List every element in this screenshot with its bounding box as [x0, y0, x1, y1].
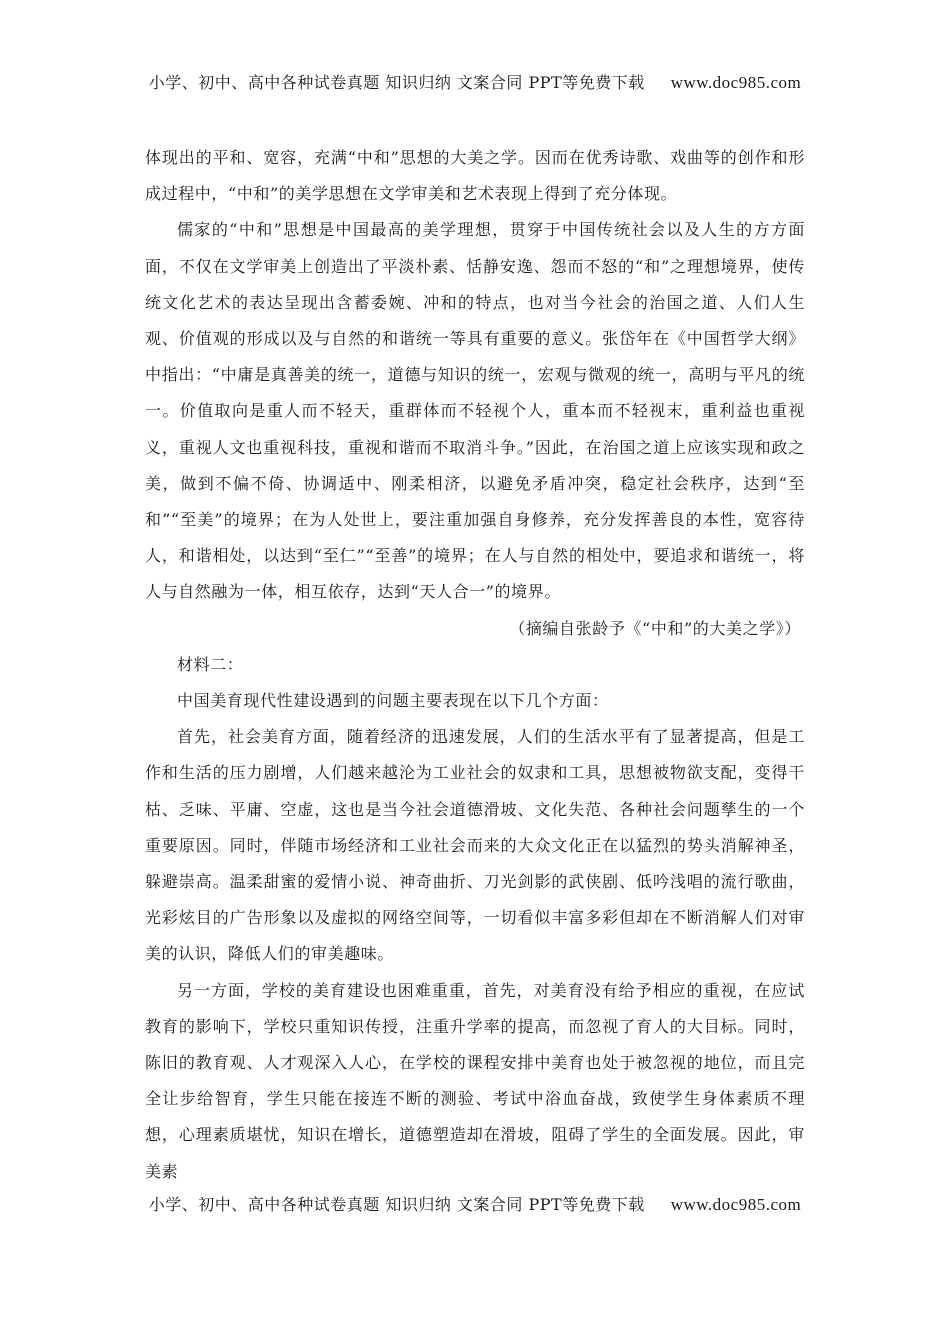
footer-url[interactable]: www.doc985.com: [670, 1195, 802, 1214]
paragraph-continuation: 体现出的平和、宽容，充满“中和”思想的大美之学。因而在优秀诗歌、戏曲等的创作和形成过程中，“中和”的美学思想在文学审美和艺术表现上得到了充分体现。: [145, 148, 805, 204]
header-url[interactable]: www.doc985.com: [670, 73, 802, 92]
header-text: 小学、初中、高中各种试卷真题 知识归纳 文案合同 PPT等免费下载: [148, 73, 645, 92]
paragraph-social-aesthetics: 首先，社会美育方面，随着经济的迅速发展，人们的生活水平有了显著提高，但是工作和生活的压力剧增，人们越来越沦为工业社会的奴隶和工具，思想被物欲支配，变得干枯、乏味、平庸、空虚，这也是当今社会道德滑坡、文化失范、各种社会问题孳生的一个重要原因。同时，伴随市场经济和工业社会而来的大众文化正在以猛烈的势头消解神圣，躲避崇高。温柔甜蜜的爱情小说、神奇曲折、刀光剑影的武侠剧、低吟浅唱的流行歌曲，光彩炫目的广告形象以及虚拟的网络空间等，一切看似丰富多彩但却在不断消解人们对审美的认识，降低人们的审美趣味。: [145, 727, 805, 964]
page-header: [0, 70, 950, 93]
source-citation: （摘编自张龄予《“中和”的大美之学》）: [509, 618, 801, 638]
paragraph-zhonghe: 儒家的“中和”思想是中国最高的美学理想，贯穿于中国传统社会以及人生的方方面面，不仅在文学审美上创造出了平淡朴素、恬静安逸、怨而不怒的“和”之理想境界，使传统文化艺术的表达呈现出含蓄委婉、冲和的特点，也对当今社会的治国之道、人们人生观、价值观的形成以及与自然的和谐统一等具有重要的意义。张岱年在《中国哲学大纲》中指出：“中庸是真善美的统一，道德与知识的统一，宏观与微观的统一，高明与平凡的统一。价值取向是重人而不轻天，重群体而不轻视个人，重本而不轻视末，重利益也重视义，重视人文也重视科技，重视和谐而不取消斗争。”因此，在治国之道上应该实现和政之美，做到不偏不倚、协调适中、刚柔相济，以避免矛盾冲突，稳定社会秩序，达到“至和”“至美”的境界；在为人处世上，要注重加强自身修养，充分发挥善良的本性，宽容待人，和谐相处，以达到“至仁”“至善”的境界；在人与自然的相处中，要追求和谐统一，将人与自然融为一体，相互依存，达到“天人合一”的境界。: [145, 220, 805, 602]
material-two-heading: 材料二：: [177, 654, 244, 674]
page-footer: [0, 1192, 950, 1215]
article-body: [145, 140, 805, 1190]
paragraph-problems-intro: 中国美育现代性建设遇到的问题主要表现在以下几个方面：: [177, 691, 609, 711]
paragraph-school-aesthetics: 另一方面，学校的美育建设也困难重重，首先，对美育没有给予相应的重视，在应试教育的影响下，学校只重知识传授，注重升学率的提高，而忽视了育人的大目标。同时，陈旧的教育观、人才观深入人心，在学校的课程安排中美育也处于被忽视的地位，而且完全让步给智育，学生只能在接连不断的测验、考试中浴血奋战，致使学生身体素质不理想，心理素质堪忧，知识在增长，道德塑造却在滑坡，阻碍了学生的全面发展。因此，审美素: [145, 980, 805, 1181]
footer-text: 小学、初中、高中各种试卷真题 知识归纳 文案合同 PPT等免费下载: [148, 1195, 645, 1214]
